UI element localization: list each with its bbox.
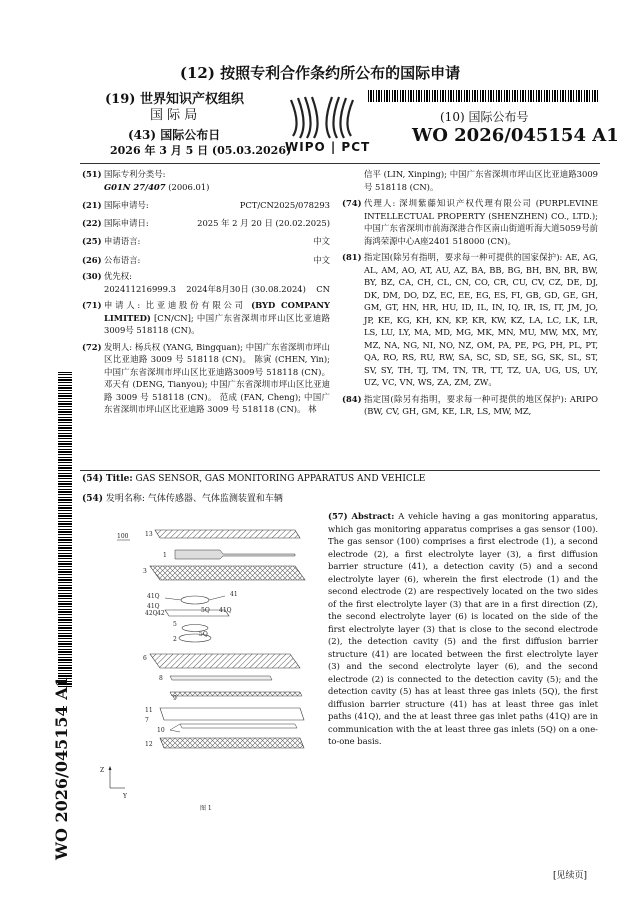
office-bureau: 国 际 局	[150, 108, 198, 123]
field-25: (25) 申请语言: 中文	[82, 236, 330, 246]
title-english: (54) Title: GAS SENSOR, GAS MONITORING APPARATUS AND VEHICLE	[82, 474, 426, 484]
publication-date-label: (43) 国际公布日	[128, 128, 221, 142]
office-name: (19) 世界知识产权组织	[105, 92, 244, 107]
title-chinese: (54) 发明名称: 气体传感器、气体监测装置和车辆	[82, 494, 283, 504]
field-84: (84) 指定国(除另有指明，要求每一种可提供的地区保护): ARIPO (BW, CV, GH, GM, KE, LR, LS, MW, MZ,	[342, 393, 598, 416]
field-30: (30) 优先权: 202411216999.3 2024年8月30日 (30.08.2024) CN	[82, 271, 330, 294]
figure-ref-label: 100	[117, 533, 129, 540]
layer-6	[150, 654, 300, 668]
label-12: 12	[145, 741, 153, 748]
layer-12	[160, 738, 304, 748]
figure-exploded-view	[95, 528, 320, 818]
label-5Q-a: 5Q	[201, 607, 210, 614]
document-heading: (12) 按照专利合作条约所公布的国际申请	[179, 64, 461, 82]
abstract: (57) Abstract: A vehicle having a gas monitoring apparatus, which gas monitoring apparatus comprises a gas sensor (100). The gas sensor (100) comprises a first electrode (1), a second electrode (2), a first electrolyte layer (3), a first diffusion barrier structure (41), a detection cavity (5) and a second electrolyte layer (6), wherein the first electrode (1) and the second electrode (2) are respectively located on the two sides of the first electrolyte layer (3) that are in a first direction (Z), the second electrolyte layer (6) is located on the side of the first electrolyte layer (3) that is close to the second electrode (2), the detection cavity (5) and the first diffusion barrier structure (41) are located between the first electrolyte layer (3) and the second electrolyte layer (6), and the second electrode (2) is connected to the detection cavity (5); and the detection cavity (5) has at least three gas inlets (5Q), the first diffusion barrier structure (41) has at least three gas inlet paths (41Q), and the at least three gas inlet paths (41Q) are in communication with the at least three gas inlets (5Q) on a one-to-one basis.	[328, 511, 599, 746]
axis-icon	[109, 766, 126, 788]
label-41Q-b: 41Q	[147, 603, 160, 610]
publication-number: WO 2026/045154 A1	[412, 125, 619, 146]
barcode-top	[368, 90, 598, 102]
label-5Q-b: 5Q	[199, 631, 208, 638]
label-42: 42	[157, 610, 165, 617]
label-41: 41	[230, 591, 238, 598]
continued-on-next-page: [见续页]	[553, 871, 588, 881]
label-11: 11	[145, 707, 153, 714]
layer-8	[170, 676, 272, 680]
label-41Q-c: 41Q	[219, 607, 232, 614]
field-51: (51) 国际专利分类号: G01N 27/407 (2006.01)	[82, 169, 210, 192]
label-13: 13	[145, 531, 153, 538]
layer-13	[155, 530, 300, 538]
axis-y-label: Y	[123, 793, 127, 800]
heater-10	[170, 724, 297, 732]
field-26: (26) 公布语言: 中文	[82, 254, 330, 265]
label-5: 5	[173, 621, 177, 628]
field-72: (72) 发明人: 杨兵权 (YANG, Bingquan); 中国广东省深圳市坪山区比亚迪路 3009 号 518118 (CN)。 陈寅 (CHEN, Yin); 中国广东省深圳市坪山区比亚迪路3009号 518118 (CN)。 邓天有 (DENG, Tianyou); 中国广东省深圳市坪山区比亚迪路 3009 号 518118 (CN)。 范成 (FAN, Cheng); 中国广东省深圳市坪山区比亚迪路 3009 号 518118 (CN)。 林	[82, 341, 330, 414]
field-74: (74) 代理人: 深圳紫藤知识产权代理有限公司 (PURPLEVINE INTELLECTUAL PROPERTY (SHENZHEN) CO., LTD.); 中国广东省深圳市前海深港合作区南山街道听海大道5059号前海鸿荣源中心A座2401 518000 (CN)。	[342, 198, 598, 246]
field-22: (22) 国际申请日: 2025 年 2 月 20 日 (20.02.2025)	[82, 217, 330, 228]
bibliographic-right	[342, 168, 598, 418]
divider	[80, 470, 600, 471]
layer-11	[160, 708, 304, 720]
field-71: (71) 申请人: 比亚迪股份有限公司 (BYD COMPANY LIMITED) [CN/CN]; 中国广东省深圳市坪山区比亚迪路3009号 518118 (CN)。	[82, 300, 330, 335]
label-6: 6	[143, 655, 147, 662]
divider	[80, 163, 600, 164]
barrier-41	[165, 596, 225, 604]
label-9: 9	[173, 695, 177, 702]
axis-z-label: Z	[100, 767, 105, 774]
side-publication-number: WO 2026/045154 A1	[52, 676, 71, 860]
barcode-side	[58, 372, 72, 687]
publication-date: 2026 年 3 月 5 日 (05.03.2026)	[110, 144, 292, 157]
wipo-pct-logo-text: WIPO | PCT	[285, 140, 371, 154]
label-41Q-a: 41Q	[147, 593, 160, 600]
electrode-1	[175, 550, 295, 559]
label-8: 8	[159, 675, 163, 682]
figure-caption: 图 1	[200, 805, 212, 812]
label-1: 1	[163, 552, 167, 559]
layer-3	[150, 566, 305, 580]
label-10: 10	[157, 727, 165, 734]
field-21: (21) 国际申请号: PCT/CN2025/078293	[82, 200, 330, 210]
label-2: 2	[173, 636, 177, 643]
publication-number-label: (10) 国际公布号	[440, 110, 529, 124]
label-3: 3	[143, 568, 147, 575]
label-7: 7	[145, 717, 149, 724]
field-81: (81) 指定国(除另有指明，要求每一种可提供的国家保护): AE, AG, AL, AM, AO, AT, AU, AZ, BA, BB, BG, BH, BN, BR, BW, BY, BZ, CA, CH, CL, CN, CO, CR, CU, CV, CZ, DE, DJ, DK, DM, DO, DZ, EC, EE, EG, ES, FI, GB, GD, GE, GH, GM, GT, HN, HR, HU, ID, IL, IN, IQ, IR, IS, IT, JM, JO, JP, KE, KG, KH, KN, KP, KR, KW, KZ, LA, LC, LK, LR, LS, LU, LY, MA, MD, MG, MK, MN, MU, MW, MX, MY, MZ, NA, NG, NI, NO, NZ, OM, PA, PE, PG, PH, PL, PT, QA, RO, RS, RU, RW, SA, SC, SD, SE, SG, SK, SL, ST, SV, SY, TH, TJ, TM, TN, TR, TT, TZ, UA, UG, US, UY, UZ, VC, VN, WS, ZA, ZM, ZW。	[342, 252, 598, 387]
layer-9	[170, 692, 302, 696]
bibliographic-left	[82, 168, 330, 416]
inventor-continued: 信平 (LIN, Xinping); 中国广东省深圳市坪山区比亚迪路3009号 518118 (CN)。	[364, 169, 598, 192]
label-42Q: 42Q	[145, 610, 158, 617]
